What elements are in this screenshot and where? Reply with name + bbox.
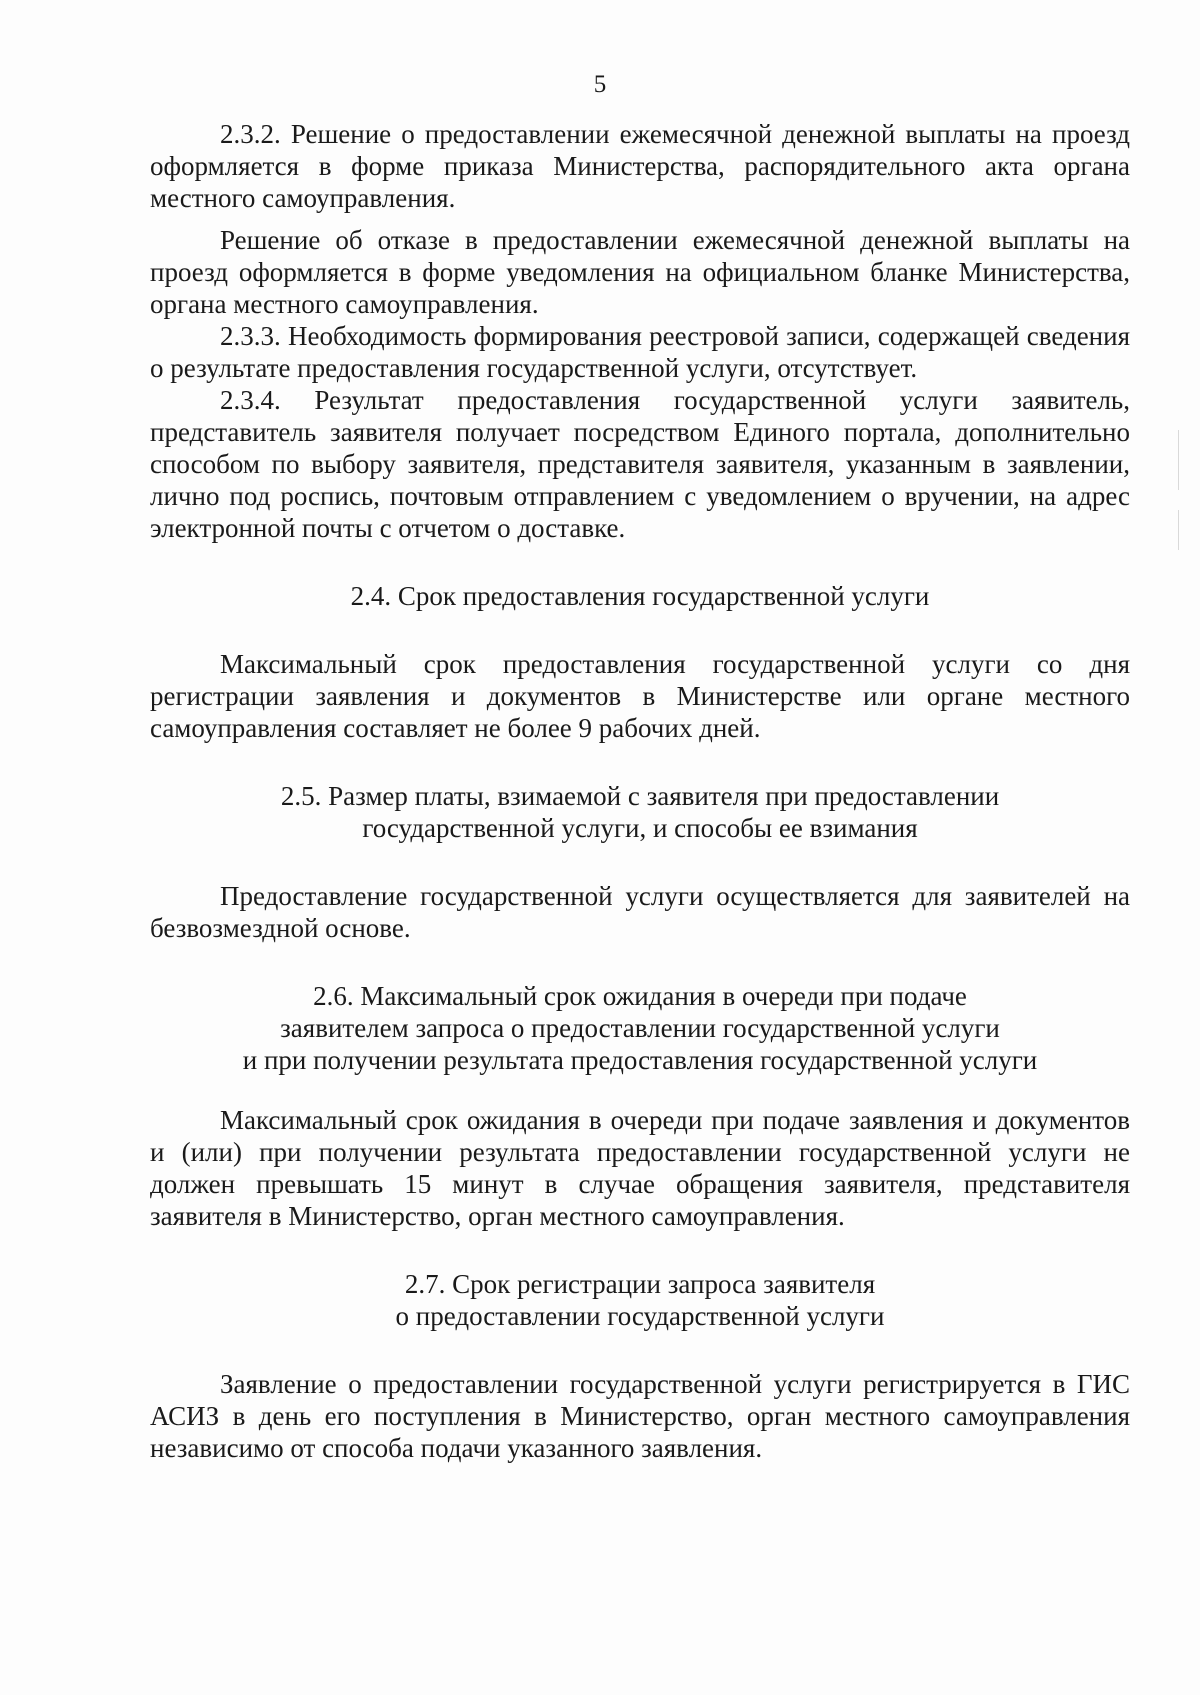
spacer — [150, 1232, 1130, 1268]
paragraph-2-3-4: 2.3.4. Результат предоставления государственной услуги заявитель, представитель заявителя получает посредством Единого портала, дополнительно способом по выбору заявителя, представителя заявителя, указанным в заявлении, лично под роспись, почтовым отправлением с уведомлением о вручении, на адрес электронной почты с отчетом о доставке. — [150, 385, 1130, 543]
spacer — [150, 1332, 1130, 1368]
paragraph-2-4: Максимальный срок предоставления государственной услуги со дня регистрации заявления и документов в Министерстве или органе местного самоуправления составляет не более 9 рабочих дней. — [150, 649, 1130, 743]
paragraph-2-3-2: 2.3.2. Решение о предоставлении ежемесячной денежной выплаты на проезд оформляется в форме приказа Министерства, распорядительного акта органа местного самоуправления. — [150, 119, 1130, 213]
spacer — [150, 844, 1130, 880]
spacer — [150, 214, 1130, 224]
document-body — [150, 118, 1130, 1464]
scan-margin-mark — [1178, 510, 1179, 550]
spacer — [150, 544, 1130, 580]
paragraph-2-5: Предоставление государственной услуги осуществляется для заявителей на безвозмездной основе. — [150, 881, 1130, 943]
spacer — [150, 1076, 1130, 1104]
heading-2-5-line-2: государственной услуги, и способы ее взимания — [362, 813, 918, 843]
heading-2-7-line-2: о предоставлении государственной услуги — [395, 1301, 885, 1331]
paragraph-refusal-decision: Решение об отказе в предоставлении ежемесячной денежной выплаты на проезд оформляется в форме уведомления на официальном бланке Министерства, органа местного самоуправления. — [150, 225, 1130, 319]
paragraph-2-3-3: 2.3.3. Необходимость формирования реестровой записи, содержащей сведения о результате предоставления государственной услуги, отсутствует. — [150, 321, 1130, 383]
heading-2-4: 2.4. Срок предоставления государственной услуги — [350, 581, 930, 611]
scan-margin-mark — [1178, 430, 1179, 490]
spacer — [150, 944, 1130, 980]
page-number: 5 — [593, 71, 607, 98]
heading-2-6-line-1: 2.6. Максимальный срок ожидания в очереди при подаче — [313, 981, 967, 1011]
paragraph-2-6: Максимальный срок ожидания в очереди при подаче заявления и документов и (или) при получении результата предоставлении государственной услуги не должен превышать 15 минут в случае обращения заявителя, представителя заявителя в Министерство, орган местного самоуправления. — [150, 1105, 1130, 1231]
heading-2-6-line-2: заявителем запроса о предоставлении государственной услуги — [280, 1013, 1000, 1043]
paragraph-2-7: Заявление о предоставлении государственной услуги регистрируется в ГИС АСИЗ в день его поступления в Министерство, орган местного самоуправления независимо от способа подачи указанного заявления. — [150, 1369, 1130, 1463]
heading-2-6-line-3: и при получении результата предоставления государственной услуги — [242, 1045, 1038, 1075]
heading-2-7-line-1: 2.7. Срок регистрации запроса заявителя — [404, 1269, 876, 1299]
spacer — [150, 612, 1130, 648]
spacer — [150, 744, 1130, 780]
heading-2-5-line-1: 2.5. Размер платы, взимаемой с заявителя при предоставлении — [280, 781, 1000, 811]
